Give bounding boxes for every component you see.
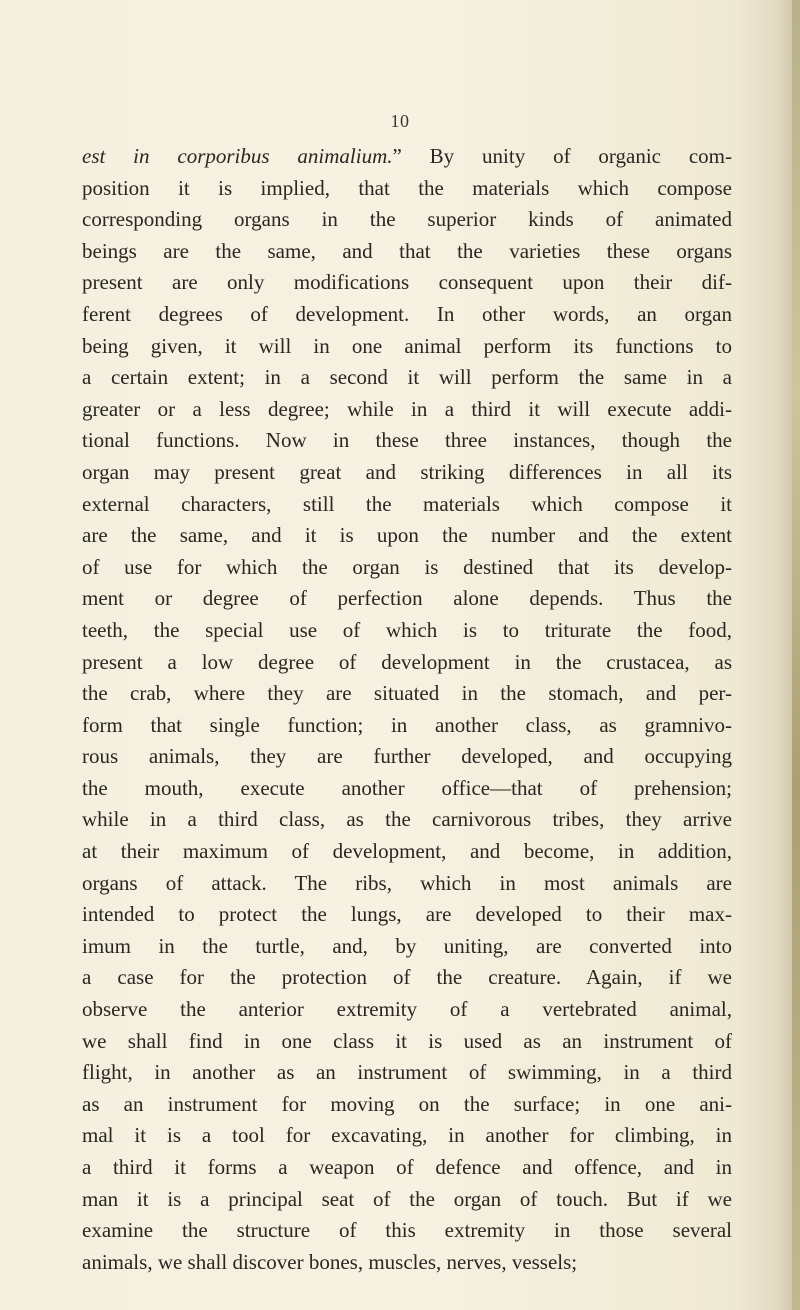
text-line: examine the structure of this extremity in those several	[82, 1218, 732, 1243]
body-text	[82, 141, 732, 1278]
text-line: a third it forms a weapon of defence and offence, and in	[82, 1155, 732, 1179]
text-line: present a low degree of development in the crustacea, as	[82, 649, 732, 674]
latin-phrase: est in corporibus animalium.	[82, 144, 393, 168]
text-line: greater or a less degree; while in a third it will execute addi-	[82, 396, 732, 421]
text-line: animals, we shall discover bones, muscles, nerves, vessels;	[82, 1249, 578, 1274]
text-line: man it is a principal seat of the organ of touch. But if we	[82, 1186, 732, 1211]
page-edge	[792, 0, 800, 1310]
text-line: a certain extent; in a second it will perform the same in a	[82, 365, 732, 390]
text-line: organs of attack. The ribs, which in most animals are	[82, 870, 732, 895]
text-line: while in a third class, as the carnivorous tribes, they arrive	[82, 807, 732, 832]
text-line	[82, 141, 732, 173]
text-line: beings are the same, and that the varieties these organs	[82, 238, 732, 263]
text-line: ment or degree of perfection alone depends. Thus the	[82, 586, 732, 611]
text-line: at their maximum of development, and become, in addition,	[82, 839, 732, 864]
text-line: corresponding organs in the superior kinds of animated	[82, 207, 732, 232]
text-line: tional functions. Now in these three instances, though the	[82, 428, 732, 453]
text-line: rous animals, they are further developed, and occupying	[82, 744, 732, 769]
text-line: the mouth, execute another office—that of prehension;	[82, 775, 732, 800]
text-line: as an instrument for moving on the surface; in one ani-	[82, 1091, 732, 1116]
text-line: observe the anterior extremity of a vertebrated animal,	[82, 997, 732, 1022]
text-line: mal it is a tool for excavating, in another for climbing, in	[82, 1123, 732, 1148]
text-line: flight, in another as an instrument of swimming, in a third	[82, 1060, 732, 1085]
text-line: of use for which the organ is destined that its develop-	[82, 554, 732, 579]
text-line: intended to protect the lungs, are developed to their max-	[82, 902, 732, 927]
text-line: the crab, where they are situated in the stomach, and per-	[82, 681, 732, 706]
text-line: organ may present great and striking differences in all its	[82, 459, 732, 484]
text-line: form that single function; in another class, as gramnivo-	[82, 712, 732, 737]
text-line: imum in the turtle, and, by uniting, are converted into	[82, 933, 732, 958]
text-line: a case for the protection of the creature. Again, if we	[82, 965, 732, 990]
text-line: external characters, still the materials which compose it	[82, 491, 732, 516]
text-fragment: ” By unity of organic com-	[392, 144, 733, 168]
text-line: are the same, and it is upon the number and the extent	[82, 523, 732, 548]
text-line: being given, it will in one animal perform its functions to	[82, 333, 732, 358]
text-line: ferent degrees of development. In other words, an organ	[82, 301, 732, 326]
text-line: position it is implied, that the materials which compose	[82, 175, 732, 200]
text-line: teeth, the special use of which is to triturate the food,	[82, 617, 732, 642]
text-line: we shall find in one class it is used as an instrument of	[82, 1028, 732, 1053]
text-line: present are only modifications consequent upon their dif-	[82, 270, 732, 295]
page-number: 10	[390, 111, 410, 131]
